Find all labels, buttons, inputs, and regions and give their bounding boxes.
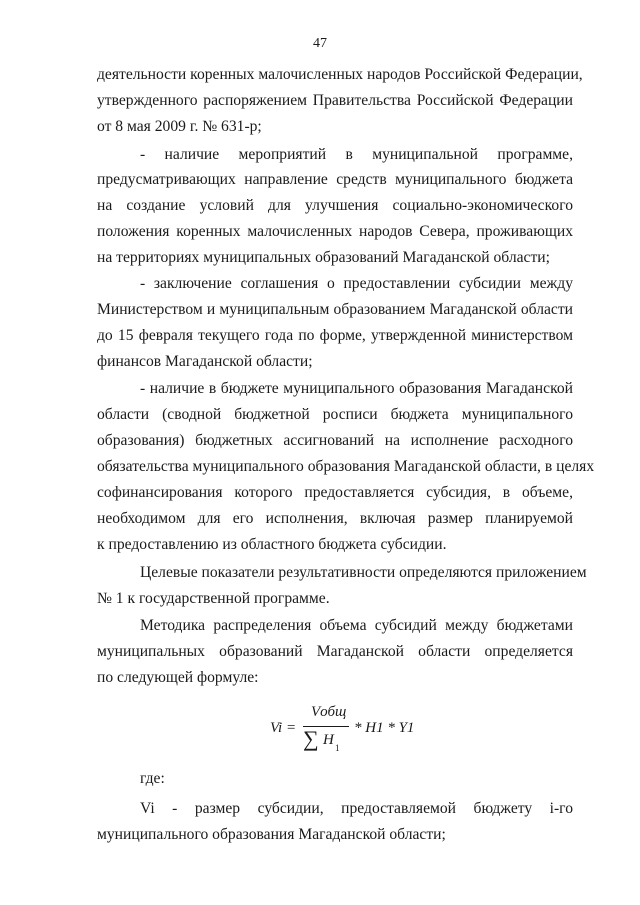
text-line: утвержденного распоряжением Правительства Российской Федерации xyxy=(97,92,573,109)
text-line: - заключение соглашения о предоставлении субсидии между xyxy=(140,275,573,292)
text-line: финансов Магаданской области; xyxy=(97,353,313,370)
text-line: на территориях муниципальных образований Магаданской области; xyxy=(97,249,550,266)
text-line: предусматривающих направление средств муниципального бюджета xyxy=(97,171,573,188)
denominator-variable: H xyxy=(323,732,334,748)
text-line: к предоставлению из областного бюджета субсидии. xyxy=(97,536,447,553)
text-line: на создание условий для улучшения социально-экономического xyxy=(97,197,573,214)
text-line: деятельности коренных малочисленных народов Российской Федерации, xyxy=(97,66,583,83)
text-line: необходимом для его исполнения, включая размер планируемой xyxy=(97,510,573,527)
text-line: Vi - размер субсидии, предоставляемой бюджету i-го xyxy=(140,800,573,817)
subsidy-formula xyxy=(270,702,450,762)
formula-denominator xyxy=(303,726,340,753)
page-number: 47 xyxy=(313,36,327,51)
sigma-symbol: ∑ xyxy=(303,726,319,751)
text-line: софинансирования которого предоставляется субсидия, в объеме, xyxy=(97,484,573,501)
text-line: Министерством и муниципальным образованием Магаданской области xyxy=(97,301,573,318)
text-line: - наличие мероприятий в муниципальной программе, xyxy=(140,146,573,163)
formula-lhs: Vi = xyxy=(270,720,297,736)
text-line: области (сводной бюджетной росписи бюджета муниципального xyxy=(97,406,573,423)
text-line: до 15 февраля текущего года по форме, утвержденной министерством xyxy=(97,327,573,344)
text-line: № 1 к государственной программе. xyxy=(97,590,330,607)
text-line: образования) бюджетных ассигнований на исполнение расходного xyxy=(97,432,573,449)
formula-numerator: Vобщ xyxy=(311,704,347,720)
text-line: от 8 мая 2009 г. № 631-р; xyxy=(97,118,262,135)
formula-rhs: * H1 * Y1 xyxy=(354,720,415,736)
text-line: положения коренных малочисленных народов Севера, проживающих xyxy=(97,223,573,240)
text-line: где: xyxy=(140,770,165,787)
text-line: Методика распределения объема субсидий между бюджетами xyxy=(140,617,573,634)
denominator-subscript: 1 xyxy=(335,743,340,753)
text-line: обязательства муниципального образования Магаданской области, в целях xyxy=(97,458,595,475)
text-line: - наличие в бюджете муниципального образования Магаданской xyxy=(140,380,573,397)
text-line: муниципального образования Магаданской области; xyxy=(97,826,446,843)
text-line: муниципальных образований Магаданской области определяется xyxy=(97,643,573,660)
text-line: по следующей формуле: xyxy=(97,669,259,686)
text-line: Целевые показатели результативности определяются приложением xyxy=(140,564,587,581)
